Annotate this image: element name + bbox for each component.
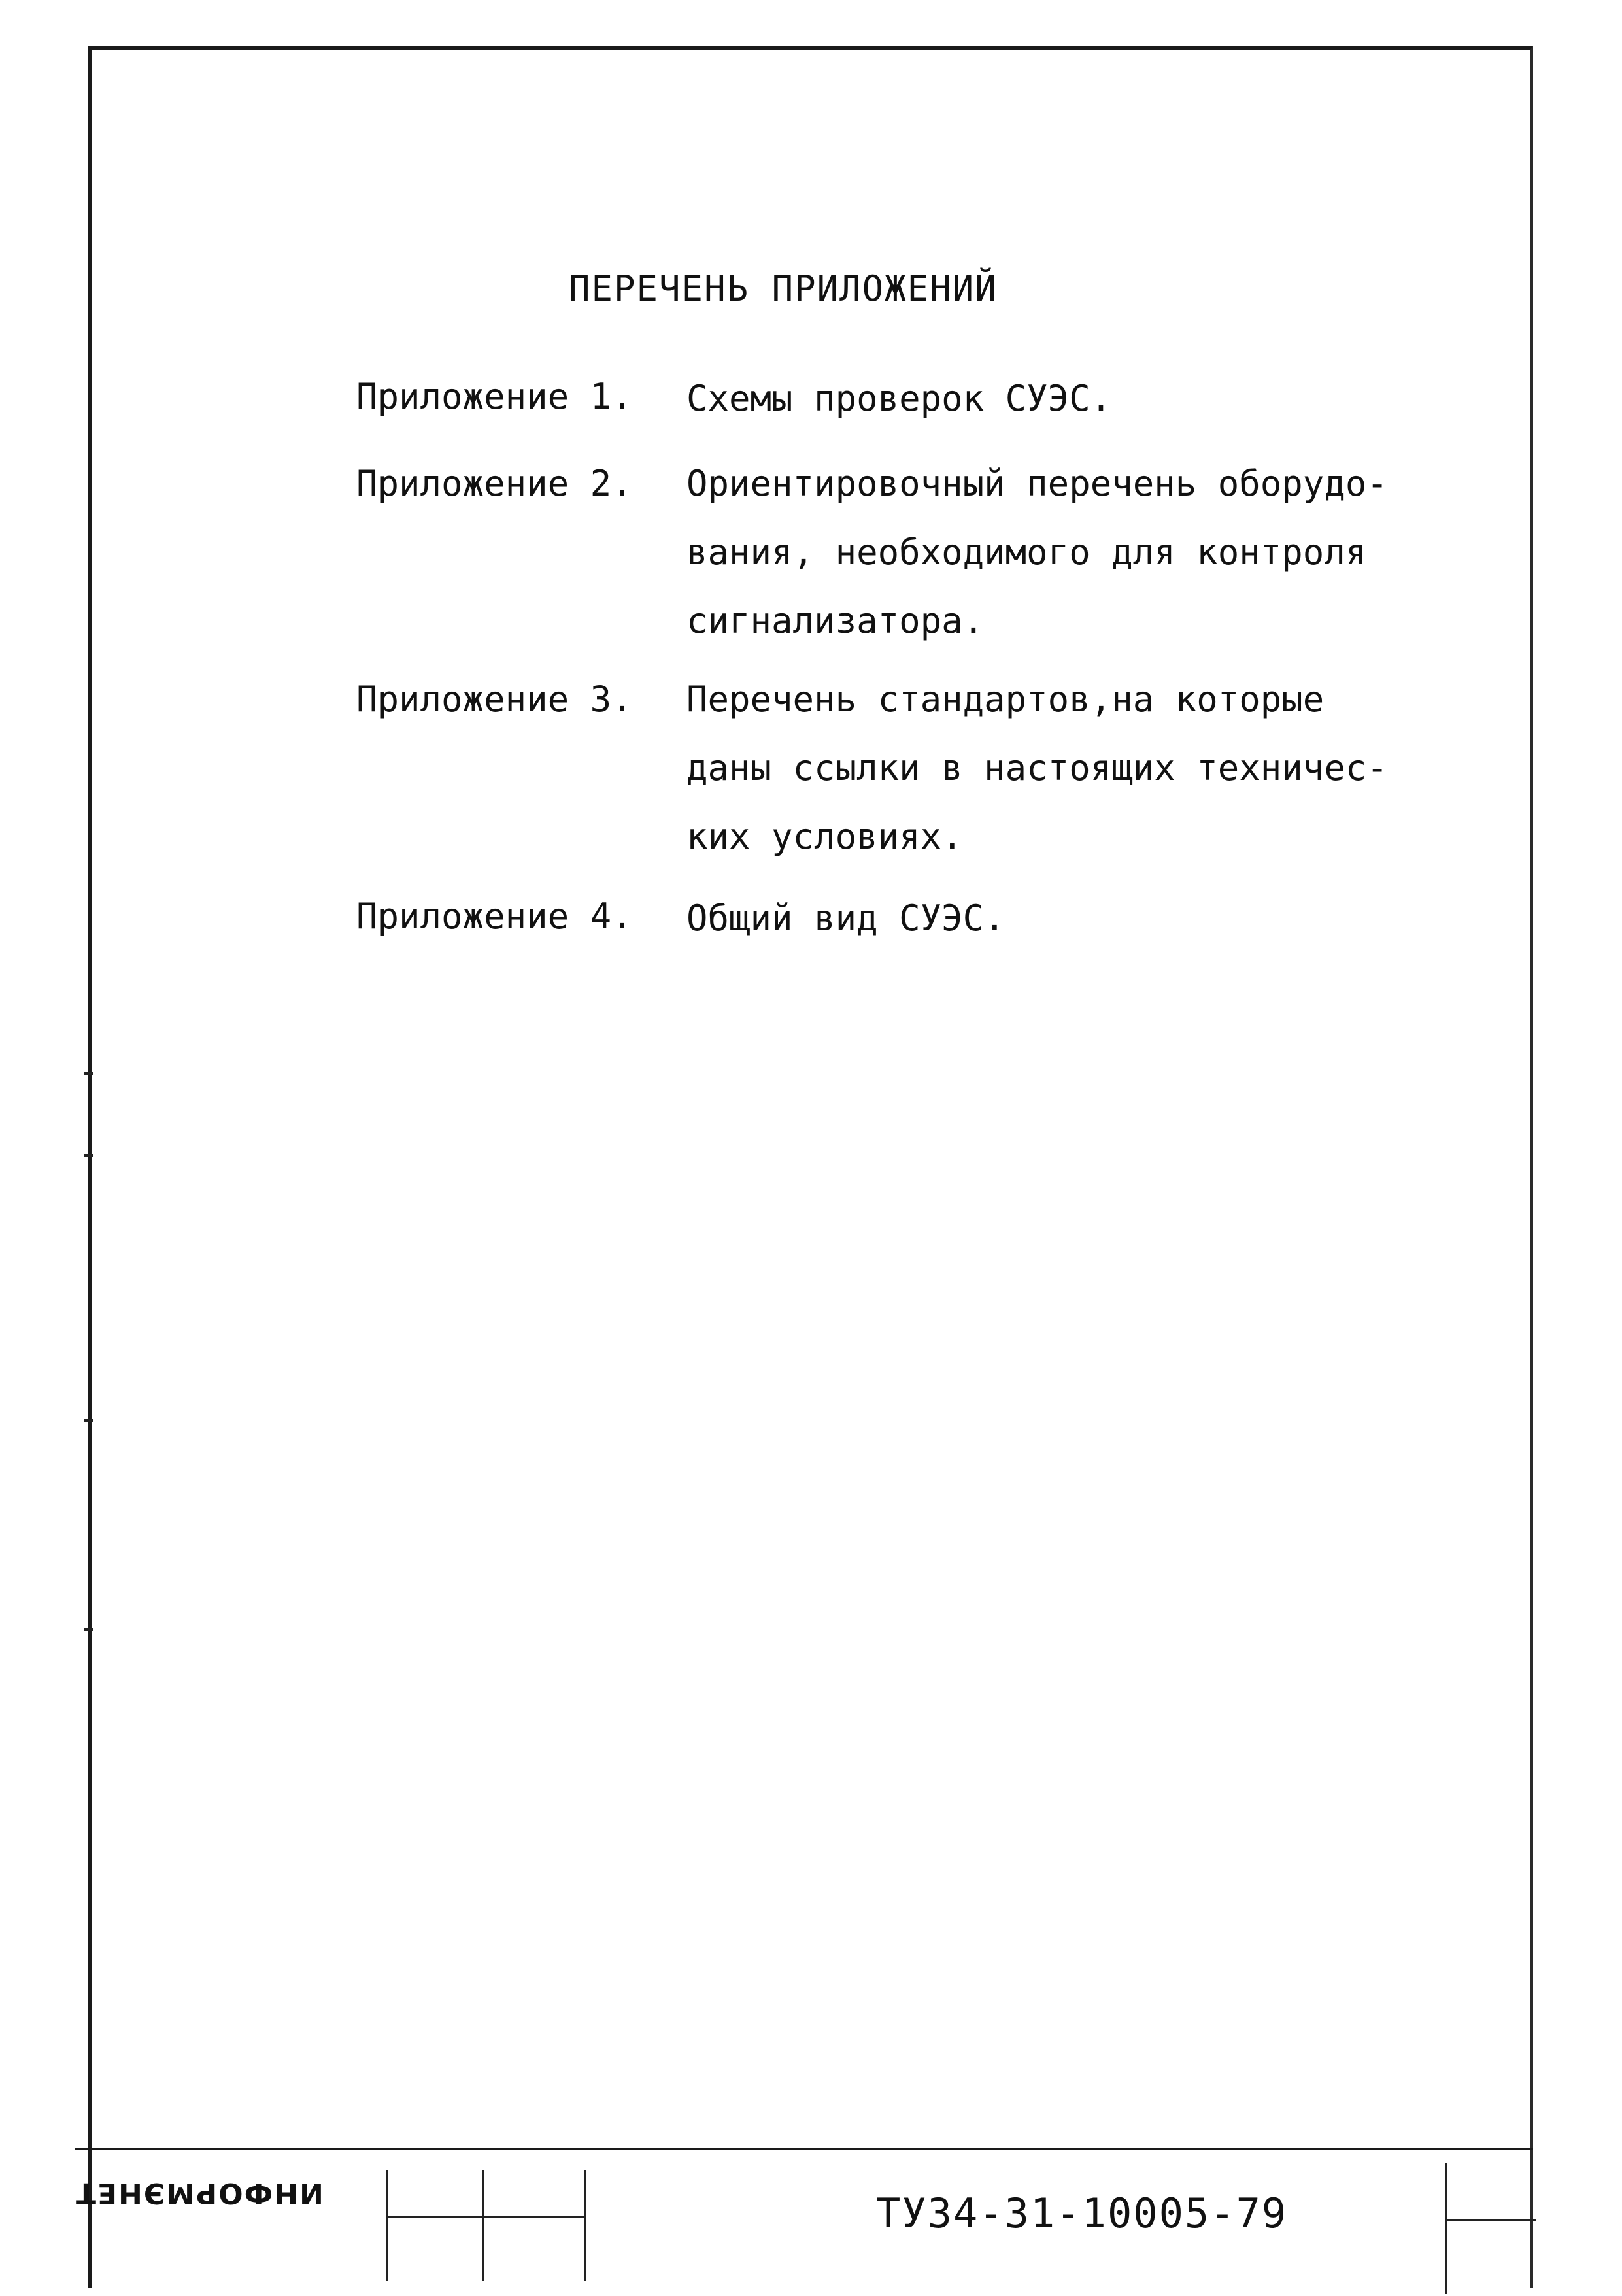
appendix-label: Приложение 1. — [356, 376, 633, 417]
appendix-description-line: Схемы проверок СУЭС. — [686, 378, 1112, 419]
scan-mark — [84, 1628, 93, 1631]
appendix-item-4 — [356, 896, 1005, 941]
page-title: ПЕРЕЧЕНЬ ПРИЛОЖЕНИЙ — [569, 268, 998, 309]
title-block — [75, 2148, 1533, 2296]
document-code: ТУ34-31-10005-79 — [876, 2189, 1288, 2237]
appendix-description — [686, 376, 1111, 422]
appendix-label: Приложение 4. — [356, 896, 633, 937]
appendix-description-line: даны ссылки в настоящих техничес- — [686, 747, 1388, 788]
appendix-item-2 — [356, 461, 1388, 644]
appendix-label: Приложение 2. — [356, 463, 633, 504]
scan-mark — [84, 1419, 93, 1422]
appendix-description-line: вания, необходимого для контроля — [686, 532, 1367, 573]
appendix-description — [686, 896, 1005, 941]
appendix-description — [686, 461, 1388, 644]
appendix-item-3 — [356, 677, 1388, 860]
appendix-description-line: Общий вид СУЭС. — [686, 898, 1005, 939]
appendix-description-line: Ориентировочный перечень оборудо- — [686, 463, 1388, 504]
inventory-label: ИНФОРМЭНЕТ — [75, 2176, 324, 2210]
scan-mark — [84, 1154, 93, 1157]
appendix-description — [686, 677, 1388, 860]
appendix-item-1 — [356, 376, 1111, 422]
appendix-description-line: ких условиях. — [686, 816, 963, 857]
scan-mark — [84, 1072, 93, 1075]
sheet-number-box — [1445, 2163, 1536, 2294]
appendix-description-line: Перечень стандартов,на которые — [686, 679, 1325, 720]
appendix-label: Приложение 3. — [356, 679, 633, 720]
signature-grid — [386, 2170, 586, 2281]
appendix-description-line: сигнализатора. — [686, 600, 985, 641]
